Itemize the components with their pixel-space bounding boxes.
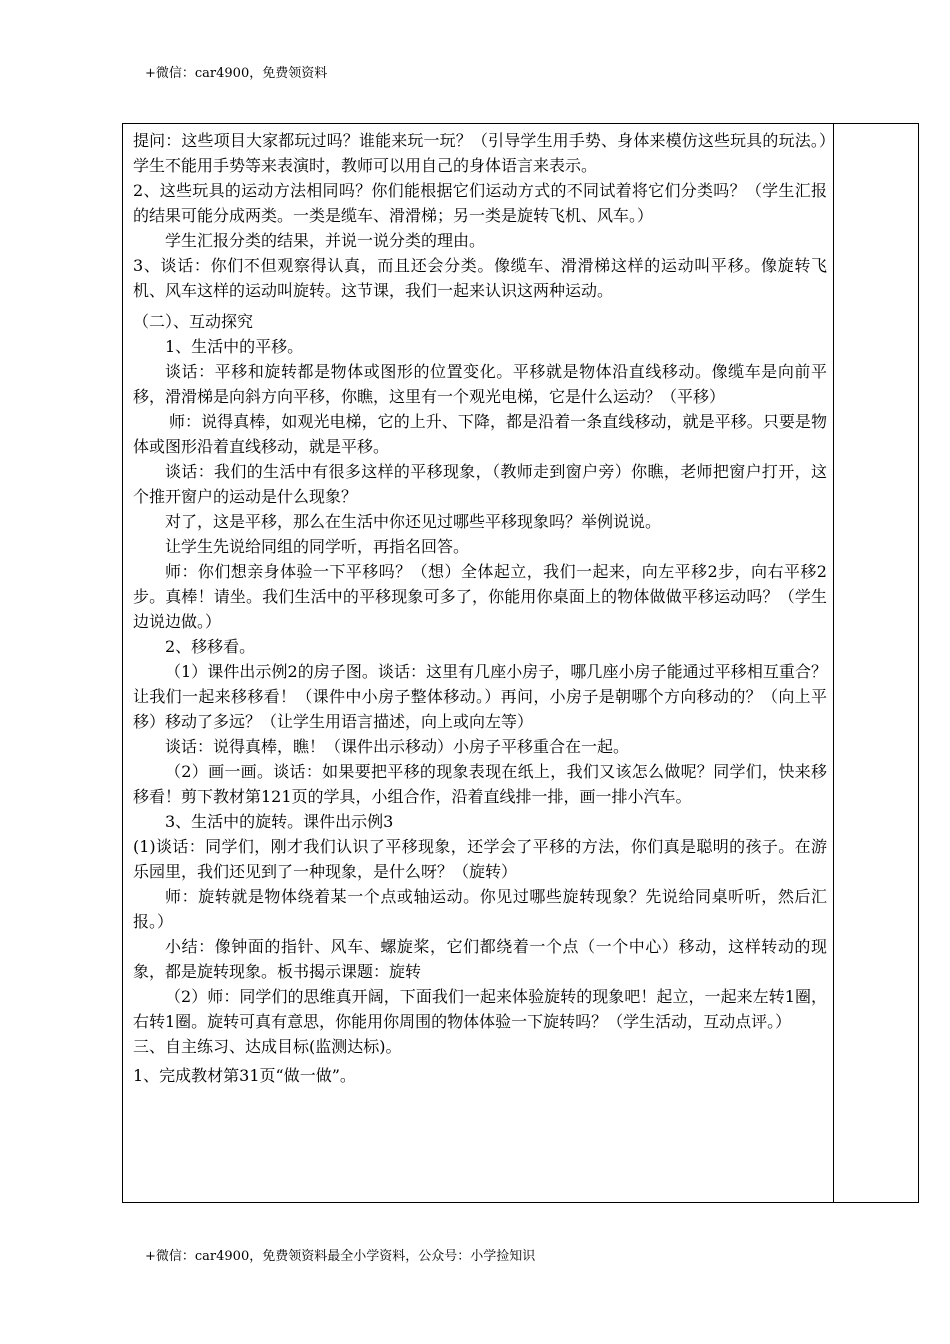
- paragraph: 3、谈话：你们不但观察得认真，而且还会分类。像缆车、滑滑梯这样的运动叫平移。像旋转飞机、风车这样的运动叫旋转。这节课，我们一起来认识这两种运动。: [133, 256, 827, 300]
- paragraph: （2）师：同学们的思维真开阔，下面我们一起来体验旋转的现象吧！起立，一起来左转1圈，右转1圈。旋转可真有意思，你能用你周围的物体体验一下旋转吗？（学生活动，互动点评。）: [133, 987, 827, 1031]
- section-heading: 三、自主练习、达成目标(监测达标)。: [133, 1037, 402, 1056]
- paragraph: （1）课件出示例2的房子图。谈话：这里有几座小房子，哪几座小房子能通过平移相互重合？让我们一起来移移看！（课件中小房子整体移动。）再问，小房子是朝哪个方向移动的？（向上平移）移动了多远？（让学生用语言描述，向上或向左等）: [133, 662, 827, 731]
- paragraph: 学生汇报分类的结果，并说一说分类的理由。: [165, 231, 486, 250]
- subsection-heading: 1、生活中的平移。: [165, 337, 304, 356]
- paragraph: 1、完成教材第31页“做一做”。: [133, 1066, 356, 1085]
- paragraph: 师：说得真棒，如观光电梯，它的上升、下降，都是沿着一条直线移动，就是平移。只要是物体或图形沿着直线移动，就是平移。: [133, 412, 827, 456]
- side-column-divider: [833, 124, 834, 1202]
- paragraph: 让学生先说给同组的同学听，再指名回答。: [165, 537, 470, 556]
- paragraph: 小结：像钟面的指针、风车、螺旋桨，它们都绕着一个点（一个中心）移动，这样转动的现象，都是旋转现象。板书揭示课题：旋转: [133, 937, 827, 981]
- paragraph: 师：你们想亲身体验一下平移吗？（想）全体起立，我们一起来，向左平移2步，向右平移2步。真棒！请坐。我们生活中的平移现象可多了，你能用你桌面上的物体做做平移运动吗？（学生边说边做。）: [133, 562, 827, 631]
- subsection-heading: 3、生活中的旋转。课件出示例3: [165, 812, 394, 831]
- header-note: +微信：car4900，免费领资料: [145, 66, 328, 81]
- subsection-heading: 2、移移看。: [165, 637, 256, 656]
- paragraph: (1)谈话：同学们，刚才我们认识了平移现象，还学会了平移的方法，你们真是聪明的孩子。在游乐园里，我们还见到了一种现象，是什么呀？（旋转）: [133, 837, 827, 881]
- paragraph: 谈话：说得真棒，瞧！（课件出示移动）小房子平移重合在一起。: [165, 737, 630, 756]
- paragraph: 提问：这些项目大家都玩过吗？谁能来玩一玩？（引导学生用手势、身体来模仿这些玩具的玩法。）学生不能用手势等来表演时，教师可以用自己的身体语言来表示。: [133, 131, 827, 175]
- paragraph: 师：旋转就是物体绕着某一个点或轴运动。你见过哪些旋转现象？先说给同桌听听，然后汇报。）: [133, 887, 827, 931]
- paragraph: 谈话：平移和旋转都是物体或图形的位置变化。平移就是物体沿直线移动。像缆车是向前平移，滑滑梯是向斜方向平移，你瞧，这里有一个观光电梯，它是什么运动？（平移）: [133, 362, 827, 406]
- section-heading: （二）、互动探究: [133, 312, 254, 331]
- lesson-table: [122, 123, 919, 1203]
- paragraph: 对了，这是平移，那么在生活中你还见过哪些平移现象吗？举例说说。: [165, 512, 662, 531]
- footer-note: +微信：car4900，免费领资料最全小学资料，公众号：小学捡知识: [145, 1249, 536, 1264]
- paragraph: 2、这些玩具的运动方法相同吗？你们能根据它们运动方式的不同试着将它们分类吗？（学生汇报的结果可能分成两类。一类是缆车、滑滑梯；另一类是旋转飞机、风车。）: [133, 181, 827, 225]
- paragraph: （2）画一画。谈话：如果要把平移的现象表现在纸上，我们又该怎么做呢？同学们，快来移移看！剪下教材第121页的学具，小组合作，沿着直线排一排，画一排小汽车。: [133, 762, 827, 806]
- paragraph: 谈话：我们的生活中有很多这样的平移现象，（教师走到窗户旁）你瞧，老师把窗户打开，这个推开窗户的运动是什么现象？: [133, 462, 827, 506]
- lesson-content-cell: [133, 128, 827, 1088]
